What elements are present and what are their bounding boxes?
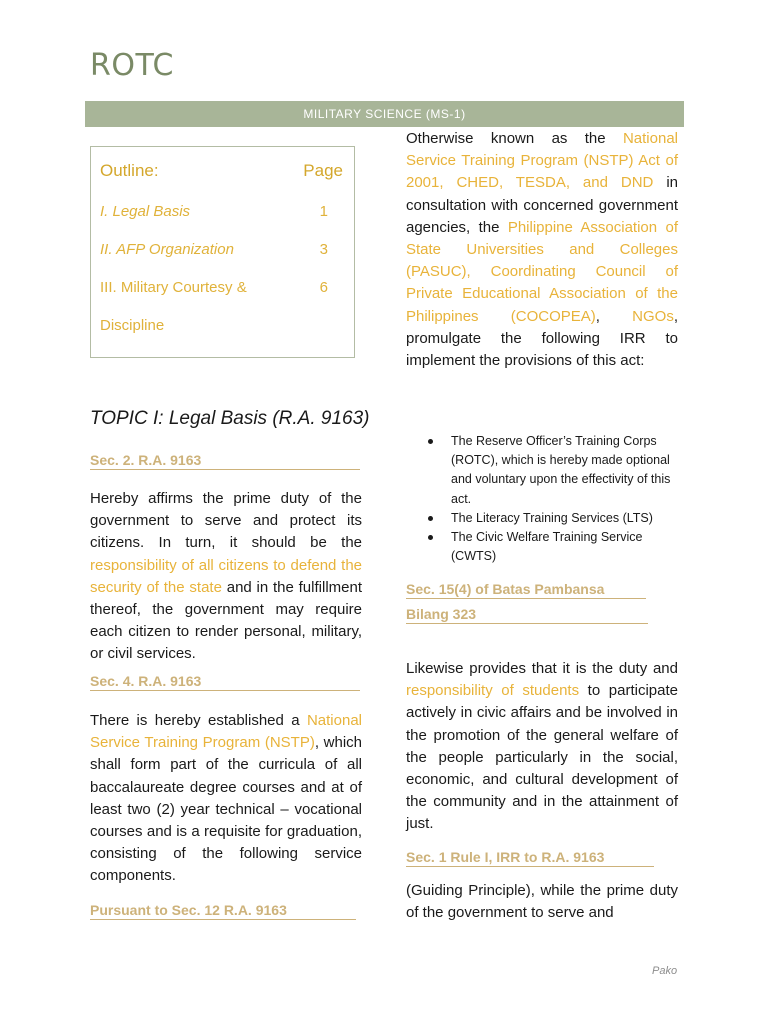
outline-box bbox=[90, 146, 355, 358]
list-item: The Literacy Training Services (LTS) bbox=[426, 509, 681, 528]
document-title: ROTC bbox=[90, 48, 174, 83]
outline-item-afp-organization: II. AFP Organization bbox=[100, 241, 234, 258]
sec4-heading: Sec. 4. R.A. 9163 bbox=[90, 673, 360, 691]
outline-heading: Outline: bbox=[100, 161, 159, 180]
topic-heading: TOPIC I: Legal Basis (R.A. 9163) bbox=[90, 408, 370, 429]
sec4-paragraph: There is hereby established a National Service Training Program (NSTP), which shall form part of the curricula of all baccalaureate degree courses and at of least two (2) year technical – vocational courses and is a requisite for graduation, consisting of the following service components. bbox=[90, 712, 362, 885]
service-components-list bbox=[426, 432, 681, 566]
outline-page-heading: Page bbox=[303, 161, 343, 180]
outline-page-number: 6 bbox=[319, 279, 328, 296]
bp-paragraph: Likewise provides that it is the duty and responsibility of students to participate actively in civic affairs and be involved in the promotion of the general welfare of the people particularly in the social, economic, and cultural development of the community and in the attainment of just. bbox=[406, 660, 678, 833]
outline-page-number: 1 bbox=[319, 203, 328, 220]
rule-paragraph: (Guiding Principle), while the prime duty of the government to serve and bbox=[406, 882, 678, 922]
outline-page-number: 3 bbox=[319, 241, 328, 258]
bp-heading-line1: Sec. 15(4) of Batas Pambansa bbox=[406, 581, 646, 599]
sec2-paragraph: Hereby affirms the prime duty of the government to serve and protect its citizens. In turn, it should be the responsibility of all citizens to defend the security of the state and in the fulfillment thereof, the government may require each citizen to render personal, military, or civil services. bbox=[90, 490, 362, 663]
outline-item-discipline: Discipline bbox=[100, 317, 165, 334]
list-item: The Reserve Officer’s Training Corps (ROTC), which is hereby made optional and voluntary upon the effectivity of this act. bbox=[426, 432, 681, 509]
outline-item-legal-basis: I. Legal Basis bbox=[100, 203, 191, 220]
bp-heading-line2: Bilang 323 bbox=[406, 606, 648, 624]
footer-author: Pako bbox=[652, 965, 678, 977]
sec2-heading: Sec. 2. R.A. 9163 bbox=[90, 452, 360, 470]
section-banner: MILITARY SCIENCE (MS-1) bbox=[85, 101, 684, 127]
outline-item-military-courtesy: III. Military Courtesy & bbox=[100, 279, 247, 296]
nstp-intro-paragraph: Otherwise known as the National Service Training Program (NSTP) Act of 2001, CHED, TESDA, and DND in consultation with concerned government agencies, the Philippine Association of State Universities and Colleges (PASUC), Coordinating Council of Private Educational Association of the Philippines (COCOPEA), NGOs, promulgate the following IRR to implement the provisions of this act: bbox=[406, 130, 679, 370]
rule-heading: Sec. 1 Rule I, IRR to R.A. 9163 bbox=[406, 849, 654, 867]
sec12-heading: Pursuant to Sec. 12 R.A. 9163 bbox=[90, 902, 356, 920]
list-item: The Civic Welfare Training Service (CWTS) bbox=[426, 528, 681, 566]
